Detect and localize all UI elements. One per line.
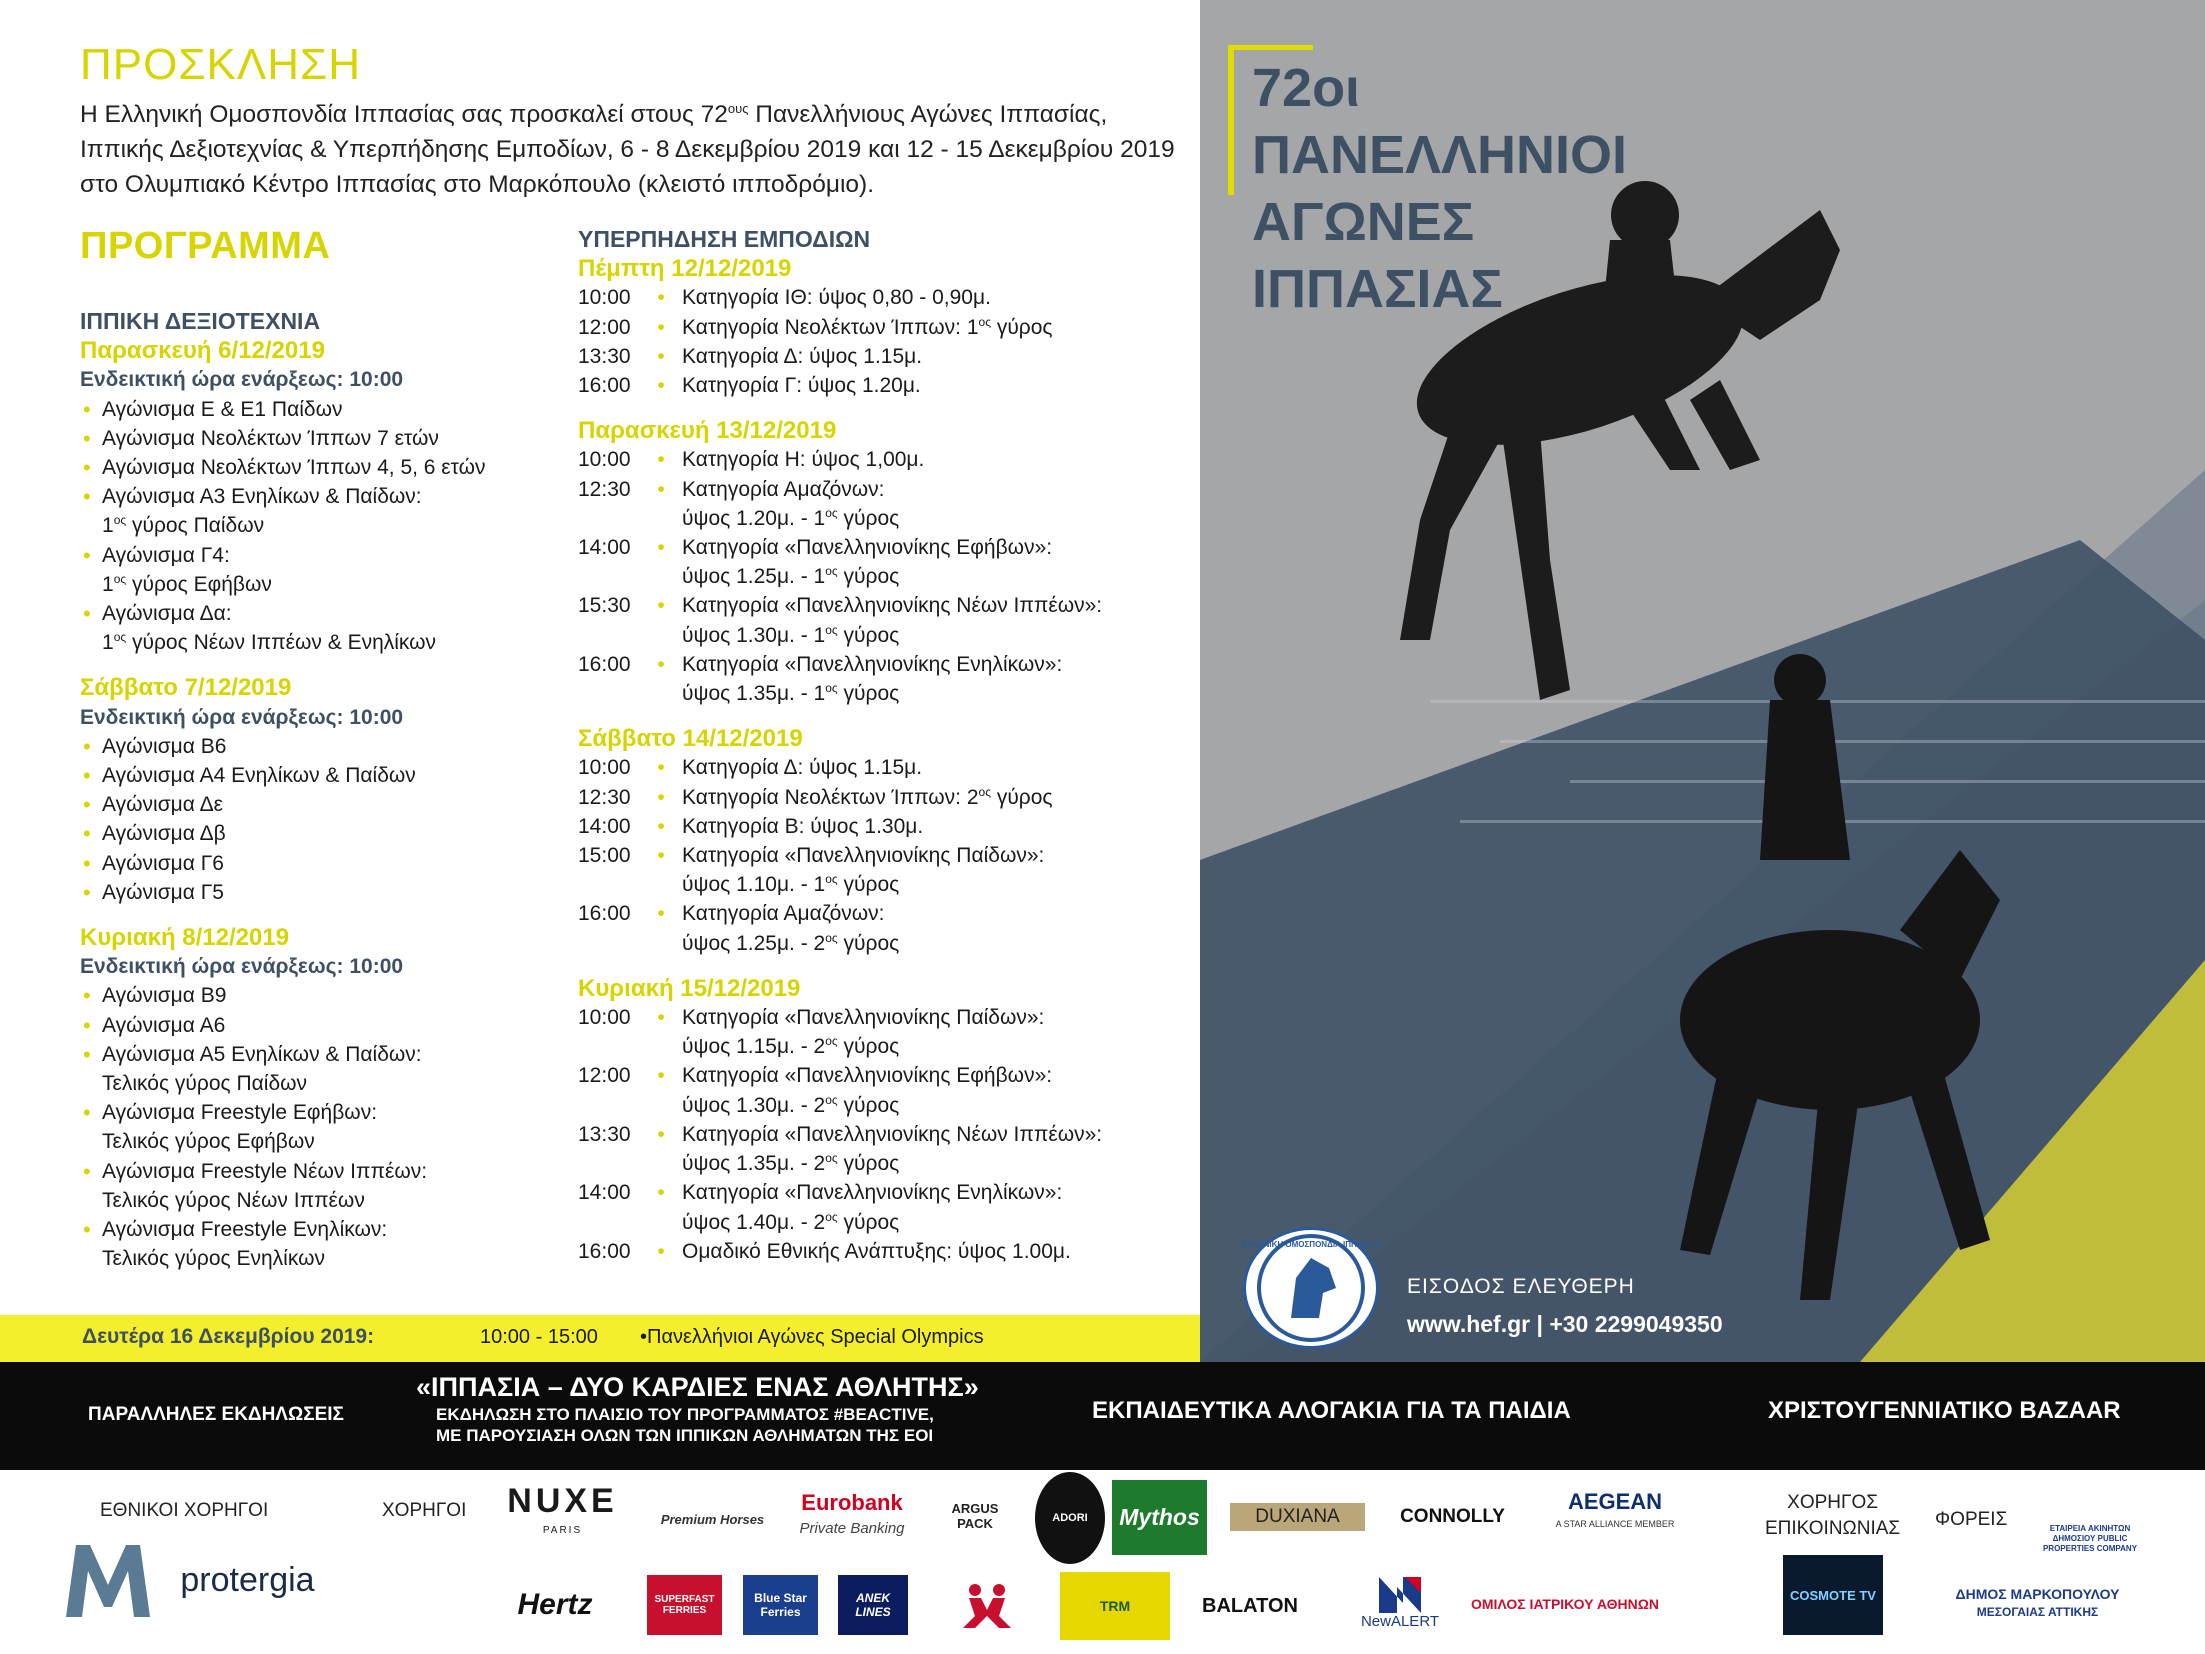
row-time: 14:00 — [578, 536, 631, 560]
anek-logo: ANEK LINES — [838, 1575, 908, 1635]
list-item-continued: Τελικός γύρος Εφήβων — [102, 1130, 315, 1154]
bullet-icon: • — [657, 1006, 665, 1030]
list-item: • Αγώνισμα Γ5 — [80, 878, 560, 907]
row-time: 12:30 — [578, 785, 631, 809]
bullet-icon: • — [657, 448, 665, 472]
argus-logo: ARGUS PACK — [951, 1501, 999, 1531]
christmas-bazaar: ΧΡΙΣΤΟΥΓΕΝΝΙΑΤΙΚΟ BAZAAR — [1768, 1397, 2121, 1424]
row-text: Κατηγορία Η: ύψος 1,00μ. — [682, 448, 925, 472]
row-time: 10:00 — [578, 448, 631, 472]
schedule-row — [578, 504, 1198, 533]
list-item: • Αγώνισμα Δβ — [80, 819, 560, 848]
adori-logo: ADORI — [1035, 1472, 1105, 1564]
jumping-heading: ΥΠΕΡΠΗΔΗΣΗ ΕΜΠΟΔΙΩΝ — [578, 226, 871, 252]
row-text: Κατηγορία Γ: ύψος 1.20μ. — [682, 374, 921, 398]
start-time: Ενδεικτική ώρα ενάρξεως: 10:00 — [80, 368, 404, 392]
row-text: Κατηγορία ΙΘ: ύψος 0,80 - 0,90μ. — [682, 286, 991, 310]
day-date: Κυριακή 8/12/2019 — [80, 924, 290, 952]
bullet-icon: • — [657, 477, 665, 501]
bullet-icon: • — [657, 315, 665, 339]
etad-logo: ΕΤΑΙΡΕΙΑ ΑΚΙΝΗΤΩΝ ΔΗΜΟΣΙΟΥ PUBLIC PROPERTIES COMPANY — [2042, 1524, 2138, 1553]
bullet-icon: • — [657, 536, 665, 560]
bodies-label: ΦΟΡΕΙΣ — [1935, 1509, 2008, 1530]
row-text: ύψος 1.30μ. - $2^{o\varsigma}$ γύρος — [682, 1092, 900, 1117]
balaton-logo: BALATON — [1202, 1594, 1298, 1617]
list-item: • Αγώνισμα Freestyle Νέων Ιππέων: — [80, 1157, 560, 1186]
event-title: 72οι ΠΑΝΕΛΛΗΝΙΟΙ ΑΓΩΝΕΣ ΙΠΠΑΣΙΑΣ — [1252, 58, 1628, 319]
hef-logo — [1243, 1227, 1379, 1349]
list-item: • Αγώνισμα Α5 Ενηλίκων & Παίδων: — [80, 1040, 560, 1069]
parallel-events-label: ΠΑΡΑΛΛΗΛΕΣ ΕΚΔΗΛΩΣΕΙΣ — [88, 1404, 344, 1425]
connolly-logo: CONNOLLY — [1400, 1506, 1505, 1527]
bullet-icon: • — [657, 1122, 665, 1146]
superfast-logo: SUPERFAST FERRIES — [647, 1575, 722, 1635]
row-text: ύψος 1.25μ. - $2^{o\varsigma}$ γύρος — [682, 930, 900, 955]
schedule-row — [578, 812, 1198, 841]
kappa-icon — [947, 1582, 1027, 1628]
free-entry: ΕΙΣΟΔΟΣ ΕΛΕΥΘΕΡΗ — [1407, 1275, 1635, 1298]
sponsors-label: ΧΟΡΗΓΟΙ — [382, 1500, 467, 1521]
day-date: Κυριακή 15/12/2019 — [578, 974, 801, 1002]
row-text: ύψος 1.20μ. - $1^{o\varsigma}$ γύρος — [682, 505, 900, 530]
schedule-row — [578, 679, 1198, 708]
day-date: Παρασκευή 6/12/2019 — [80, 337, 325, 365]
bullet-icon: • — [657, 844, 665, 868]
schedule-row — [578, 899, 1198, 928]
schedule-row — [578, 533, 1198, 562]
trm-logo: TRM — [1060, 1572, 1170, 1640]
schedule-row — [578, 870, 1198, 899]
dressage-heading: ΙΠΠΙΚΗ ΔΕΞΙΟΤΕΧΝΙΑ — [80, 308, 321, 334]
bullet-icon: • — [657, 594, 665, 618]
row-text: Κατηγορία «Πανελληνιονίκης Ενηλίκων»: — [682, 652, 1063, 676]
mythos-logo: Mythos — [1112, 1480, 1207, 1555]
nuxe-logo: NUXE PARIS — [507, 1482, 618, 1536]
schedule-row — [578, 445, 1198, 474]
schedule-row — [578, 929, 1198, 958]
newalert-logo: NewALERT — [1355, 1565, 1445, 1637]
markopoulo-logo: ΔΗΜΟΣ ΜΑΡΚΟΠΟΥΛΟΥ ΜΕΣΟΓΑΙΑΣ ΑΤΤΙΚΗΣ — [1955, 1585, 2120, 1619]
website-phone: www.hef.gr | +30 2299049350 — [1407, 1311, 1723, 1337]
list-item-continued: $1^{o\varsigma}$ γύρος Παίδων — [102, 513, 265, 538]
schedule-row — [578, 1149, 1198, 1178]
schedule-row — [578, 562, 1198, 591]
row-text: ύψος 1.15μ. - $2^{o\varsigma}$ γύρος — [682, 1034, 900, 1059]
bullet-icon: • — [657, 286, 665, 310]
bullet-icon: • — [657, 344, 665, 368]
schedule-row — [578, 342, 1198, 371]
list-item-continued: $1^{o\varsigma}$ γύρος Εφήβων — [102, 571, 272, 596]
row-time: 12:30 — [578, 477, 631, 501]
row-text: ύψος 1.35μ. - $2^{o\varsigma}$ γύρος — [682, 1151, 900, 1176]
row-text: Ομαδικό Εθνικής Ανάπτυξης: ύψος 1.00μ. — [682, 1239, 1071, 1263]
newalert-icon — [1375, 1573, 1425, 1613]
row-time: 14:00 — [578, 1181, 631, 1205]
special-olympics-date: Δευτέρα 16 Δεκεμβρίου 2019: — [82, 1325, 375, 1348]
list-item: • Αγώνισμα Γ6 — [80, 849, 560, 878]
duxiana-logo: DUXIANA — [1230, 1503, 1365, 1531]
row-text: Κατηγορία Αμαζόνων: — [682, 902, 885, 926]
schedule-row — [578, 1237, 1198, 1266]
bullet-icon: • — [657, 1239, 665, 1263]
list-item-continued: Τελικός γύρος Παίδων — [102, 1072, 308, 1096]
schedule-row — [578, 1091, 1198, 1120]
schedule-row — [578, 591, 1198, 620]
educational-ponies: ΕΚΠΑΙΔΕΥΤΙΚΑ ΑΛΟΓΑΚΙΑ ΓΙΑ ΤΑ ΠΑΙΔΙΑ — [1092, 1397, 1571, 1424]
row-text: Κατηγορία Νεολέκτων Ίππων: $1^{o\varsigma}$ γύρος — [682, 314, 1053, 339]
logo-text: ΕΛΛΗΝΙΚΗ ΟΜΟΣΠΟΝΔΙΑ ΙΠΠΑΣΙΑΣ — [1241, 1240, 1381, 1249]
horse-head-icon — [1241, 1233, 1381, 1343]
jumping-schedule — [578, 225, 1198, 1266]
row-time: 13:30 — [578, 1122, 631, 1146]
bullet-icon: • — [657, 1181, 665, 1205]
schedule-row — [578, 1178, 1198, 1207]
list-item: • Αγώνισμα Α3 Ενηλίκων & Παίδων: — [80, 482, 560, 511]
list-item-continued: Τελικός γύρος Νέων Ιππέων — [102, 1188, 365, 1212]
row-text: Κατηγορία «Πανελληνιονίκης Ενηλίκων»: — [682, 1181, 1063, 1205]
cosmote-tv-logo: COSMOTE TV — [1783, 1555, 1883, 1635]
bullet-icon: • — [657, 1064, 665, 1088]
hippasia-subtitle: ΕΚΔΗΛΩΣΗ ΣΤΟ ΠΛΑΙΣΙΟ ΤΟΥ ΠΡΟΓΡΑΜΜΑΤΟΣ #BEACTIVE, ΜΕ ΠΑΡΟΥΣΙΑΣΗ ΟΛΩΝ ΤΩΝ ΙΠΠΙΚΩΝ ΑΘΛΗΜΑΤΩΝ ΤΗΣ ΕΟΙ — [436, 1405, 934, 1445]
row-time: 15:00 — [578, 844, 631, 868]
list-item: • Αγώνισμα Δα: — [80, 599, 560, 628]
schedule-row — [578, 650, 1198, 679]
row-text: Κατηγορία «Πανελληνιονίκης Εφήβων»: — [682, 1064, 1053, 1088]
row-time: 16:00 — [578, 902, 631, 926]
row-text: ύψος 1.35μ. - $1^{o\varsigma}$ γύρος — [682, 681, 900, 706]
row-text: Κατηγορία «Πανελληνιονίκης Παίδων»: — [682, 1006, 1045, 1030]
list-item: • Αγώνισμα Β9 — [80, 981, 560, 1010]
schedule-row — [578, 371, 1198, 400]
list-item: • Αγώνισμα Freestyle Εφήβων: — [80, 1098, 560, 1127]
bullet-icon: • — [657, 785, 665, 809]
bullet-icon: • — [657, 652, 665, 676]
row-time: 12:00 — [578, 315, 631, 339]
row-time: 13:30 — [578, 344, 631, 368]
row-time: 10:00 — [578, 756, 631, 780]
row-text: Κατηγορία «Πανελληνιονίκης Νέων Ιππέων»: — [682, 1122, 1103, 1146]
schedule-row — [578, 841, 1198, 870]
list-item-continued: Τελικός γύρος Ενηλίκων — [102, 1247, 325, 1271]
bluestar-logo: Blue Star Ferries — [743, 1575, 818, 1635]
hertz-logo: Hertz — [517, 1588, 593, 1621]
schedule-row — [578, 1120, 1198, 1149]
list-item: • Αγώνισμα Γ4: — [80, 541, 560, 570]
list-item: • Αγώνισμα Α6 — [80, 1011, 560, 1040]
row-time: 15:30 — [578, 594, 631, 618]
list-item: • Αγώνισμα Νεολέκτων Ίππων 7 ετών — [80, 424, 560, 453]
row-time: 10:00 — [578, 286, 631, 310]
row-text: Κατηγορία «Πανελληνιονίκης Νέων Ιππέων»: — [682, 594, 1103, 618]
row-text: Κατηγορία Δ: ύψος 1.15μ. — [682, 756, 923, 780]
list-item: • Αγώνισμα Νεολέκτων Ίππων 4, 5, 6 ετών — [80, 453, 560, 482]
hippasia-title: «ΙΠΠΑΣΙΑ – ΔΥΟ ΚΑΡΔΙΕΣ ΕΝΑΣ ΑΘΛΗΤΗΣ» — [416, 1372, 979, 1402]
row-time: 10:00 — [578, 1006, 631, 1030]
schedule-row — [578, 1032, 1198, 1061]
start-time: Ενδεικτική ώρα ενάρξεως: 10:00 — [80, 705, 404, 729]
row-text: ύψος 1.40μ. - $2^{o\varsigma}$ γύρος — [682, 1209, 900, 1234]
row-time: 12:00 — [578, 1064, 631, 1088]
dressage-schedule — [80, 307, 560, 1274]
protergia-logo: protergia — [180, 1560, 315, 1599]
day-date: Σάββατο 14/12/2019 — [578, 725, 803, 753]
schedule-row — [578, 753, 1198, 782]
bullet-icon: • — [657, 902, 665, 926]
schedule-row — [578, 621, 1198, 650]
schedule-row — [578, 783, 1198, 812]
m-logo — [66, 1545, 150, 1617]
schedule-row — [578, 313, 1198, 342]
title-accent-left — [1228, 45, 1234, 195]
row-text: Κατηγορία Δ: ύψος 1.15μ. — [682, 344, 923, 368]
schedule-row — [578, 1208, 1198, 1237]
row-text: Κατηγορία «Πανελληνιονίκης Παίδων»: — [682, 844, 1045, 868]
schedule-row — [578, 475, 1198, 504]
row-time: 16:00 — [578, 374, 631, 398]
list-item: • Αγώνισμα Α4 Ενηλίκων & Παίδων — [80, 761, 560, 790]
day-date: Παρασκευή 13/12/2019 — [578, 417, 837, 445]
list-item: • Αγώνισμα Β6 — [80, 732, 560, 761]
row-text: Κατηγορία Αμαζόνων: — [682, 477, 885, 501]
list-item: • Αγώνισμα Freestyle Ενηλίκων: — [80, 1215, 560, 1244]
row-text: ύψος 1.10μ. - $1^{o\varsigma}$ γύρος — [682, 872, 900, 897]
special-olympics-event: •Πανελλήνιοι Αγώνες Special Olympics — [640, 1326, 984, 1348]
row-text: Κατηγορία Β: ύψος 1.30μ. — [682, 814, 924, 838]
row-text: Κατηγορία «Πανελληνιονίκης Εφήβων»: — [682, 536, 1053, 560]
row-time: 16:00 — [578, 652, 631, 676]
omilos-logo: ΟΜΙΛΟΣ ΙΑΤΡΙΚΟΥ ΑΘΗΝΩΝ — [1470, 1595, 1660, 1612]
bullet-icon: • — [657, 374, 665, 398]
row-text: ύψος 1.25μ. - $1^{o\varsigma}$ γύρος — [682, 564, 900, 589]
row-text: Κατηγορία Νεολέκτων Ίππων: $2^{o\varsigma}$ γύρος — [682, 784, 1053, 809]
row-time: 14:00 — [578, 814, 631, 838]
eurobank-logo: Eurobank Private Banking — [799, 1490, 905, 1537]
list-item-continued: $1^{o\varsigma}$ γύρος Νέων Ιππέων & Ενηλίκων — [102, 630, 437, 655]
title-accent-top — [1228, 45, 1313, 50]
bullet-icon: • — [657, 814, 665, 838]
comm-sponsor-label: ΧΟΡΗΓΟΣ ΕΠΙΚΟΙΝΩΝΙΑΣ — [1765, 1492, 1901, 1539]
aegean-logo: AEGEAN A STAR ALLIANCE MEMBER — [1555, 1489, 1675, 1529]
day-date: Πέμπτη 12/12/2019 — [578, 255, 792, 283]
row-text: ύψος 1.30μ. - $1^{o\varsigma}$ γύρος — [682, 622, 900, 647]
invitation-title: ΠΡΟΣΚΛΗΣΗ — [80, 40, 362, 89]
national-sponsors-label: ΕΘΝΙΚΟΙ ΧΟΡΗΓΟΙ — [100, 1500, 269, 1521]
list-item: • Αγώνισμα Ε & Ε1 Παίδων — [80, 395, 560, 424]
invitation-text: Η Ελληνική Ομοσπονδία Ιππασίας σας προσκαλεί στους $72^{o\upsilon\varsigma}$ Πανελλήνιους Αγώνες Ιππασίας, Ιππικής Δεξιοτεχνίας & Υπερπήδησης Εμποδίων, 6 - 8 Δεκεμβρίου 2019 και 12 - 15 Δεκεμβρίου 2019 στο Ολυμπιακό Κέντρο Ιππασίας στο Μαρκόπουλο (κλειστό ιπποδρόμιο). — [80, 100, 1175, 198]
day-date: Σάββατο 7/12/2019 — [80, 674, 292, 702]
row-time: 16:00 — [578, 1239, 631, 1263]
special-olympics-time: 10:00 - 15:00 — [480, 1326, 598, 1348]
bullet-icon: • — [657, 756, 665, 780]
program-title: ΠΡΟΓΡΑΜΜΑ — [80, 225, 331, 267]
premium-horses-logo: Premium Horses — [660, 1511, 765, 1527]
list-item: • Αγώνισμα Δε — [80, 790, 560, 819]
start-time: Ενδεικτική ώρα ενάρξεως: 10:00 — [80, 955, 404, 979]
schedule-row — [578, 1061, 1198, 1090]
kappa-logo — [942, 1580, 1032, 1630]
schedule-row — [578, 1003, 1198, 1032]
m-logo-icon — [66, 1545, 150, 1617]
schedule-row — [578, 283, 1198, 312]
